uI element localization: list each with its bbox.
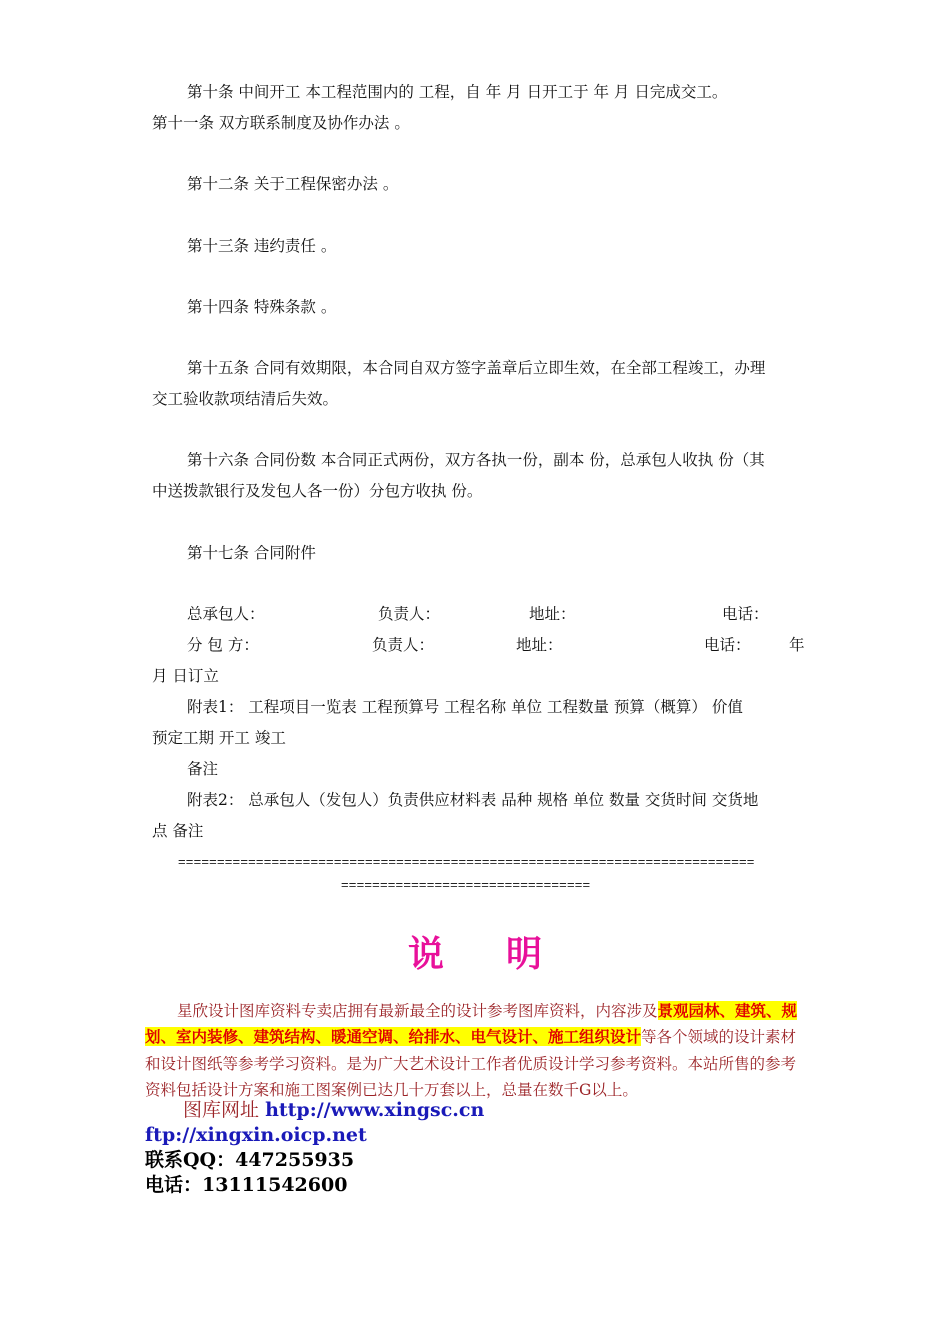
notice-text-before: 星欣设计图库资料专卖店拥有最新最全的设计参考图库资料，内容涉及: [177, 1002, 658, 1020]
article-15-line-2: 交工验收款项结清后失效。: [152, 390, 339, 408]
subcontractor-label: 分 包 方：: [187, 636, 259, 654]
contractor-responsible-label: 负责人：: [378, 605, 441, 623]
qq-label: 联系QQ：: [145, 1149, 236, 1171]
notice-title: [0, 926, 950, 977]
year-label: 年: [789, 636, 805, 654]
appendix-2-line-2: 点 备注: [152, 822, 204, 840]
article-14: 第十四条 特殊条款 。: [187, 298, 337, 316]
notice-text-after: 等各个领域的设计素材和设计图纸等参考学习资料。是为广大艺术设计工作者优质设计学习参考资料。本站所售的参考资料包括设计方案和施工图案例已达几十万套以上，总量在数千G以上。: [145, 1028, 797, 1100]
separator-line-2: ================================: [341, 877, 591, 892]
contractor-label: 总承包人：: [187, 605, 265, 623]
tel-number: 13111542600: [202, 1174, 348, 1196]
appendix-1-line-2: 预定工期 开工 竣工: [152, 729, 286, 747]
article-11: 第十一条 双方联系制度及协作办法 。: [152, 114, 410, 132]
qq-number: 447255935: [235, 1149, 355, 1171]
qq-line: [145, 1148, 354, 1172]
appendix-1-line-3: 备注: [187, 760, 219, 778]
notice-title-char-1: 说: [407, 934, 444, 975]
article-12: 第十二条 关于工程保密办法 。: [187, 175, 399, 193]
article-10: 第十条 中间开工 本工程范围内的 工程，自 年 月 日开工于 年 月 日完成交工。: [187, 83, 728, 101]
sub-address-label: 地址：: [516, 636, 563, 654]
tel-line: [145, 1173, 347, 1197]
ftp-link[interactable]: ftp://xingxin.oicp.net: [145, 1124, 367, 1146]
site-line: [183, 1098, 484, 1122]
sub-responsible-label: 负责人：: [372, 636, 435, 654]
appendix-1-line-1: 附表1： 工程项目一览表 工程预算号 工程名称 单位 工程数量 预算（概算） 价值: [187, 698, 743, 716]
article-17: 第十七条 合同附件: [187, 544, 316, 562]
site-url-link[interactable]: http://www.xingsc.cn: [265, 1099, 485, 1121]
site-label: 图库网址: [183, 1099, 260, 1121]
article-15-line-1: 第十五条 合同有效期限，本合同自双方签字盖章后立即生效，在全部工程竣工，办理: [187, 359, 766, 377]
article-16-line-1: 第十六条 合同份数 本合同正式两份，双方各执一份，副本 份，总承包人收执 份（其: [187, 451, 765, 469]
signing-date-line: 月 日订立: [152, 667, 219, 685]
article-13: 第十三条 违约责任 。: [187, 237, 337, 255]
notice-title-char-2: 明: [506, 934, 543, 975]
notice-paragraph: [145, 998, 810, 1104]
sub-phone-label: 电话：: [704, 636, 751, 654]
article-16-line-2: 中送拨款银行及发包人各一份）分包方收执 份。: [152, 482, 483, 500]
tel-label: 电话：: [145, 1174, 203, 1196]
appendix-2-line-1: 附表2： 总承包人（发包人）负责供应材料表 品种 规格 单位 数量 交货时间 交货地: [187, 791, 759, 809]
contractor-phone-label: 电话：: [722, 605, 769, 623]
separator-line-1: ==========================================================================: [178, 854, 755, 869]
contractor-address-label: 地址：: [529, 605, 576, 623]
notice-highlight: 景观园林、建筑、规划、室内装修、建筑结构、暖通空调、给排水、电气设计、施工组织设计: [145, 1001, 798, 1047]
